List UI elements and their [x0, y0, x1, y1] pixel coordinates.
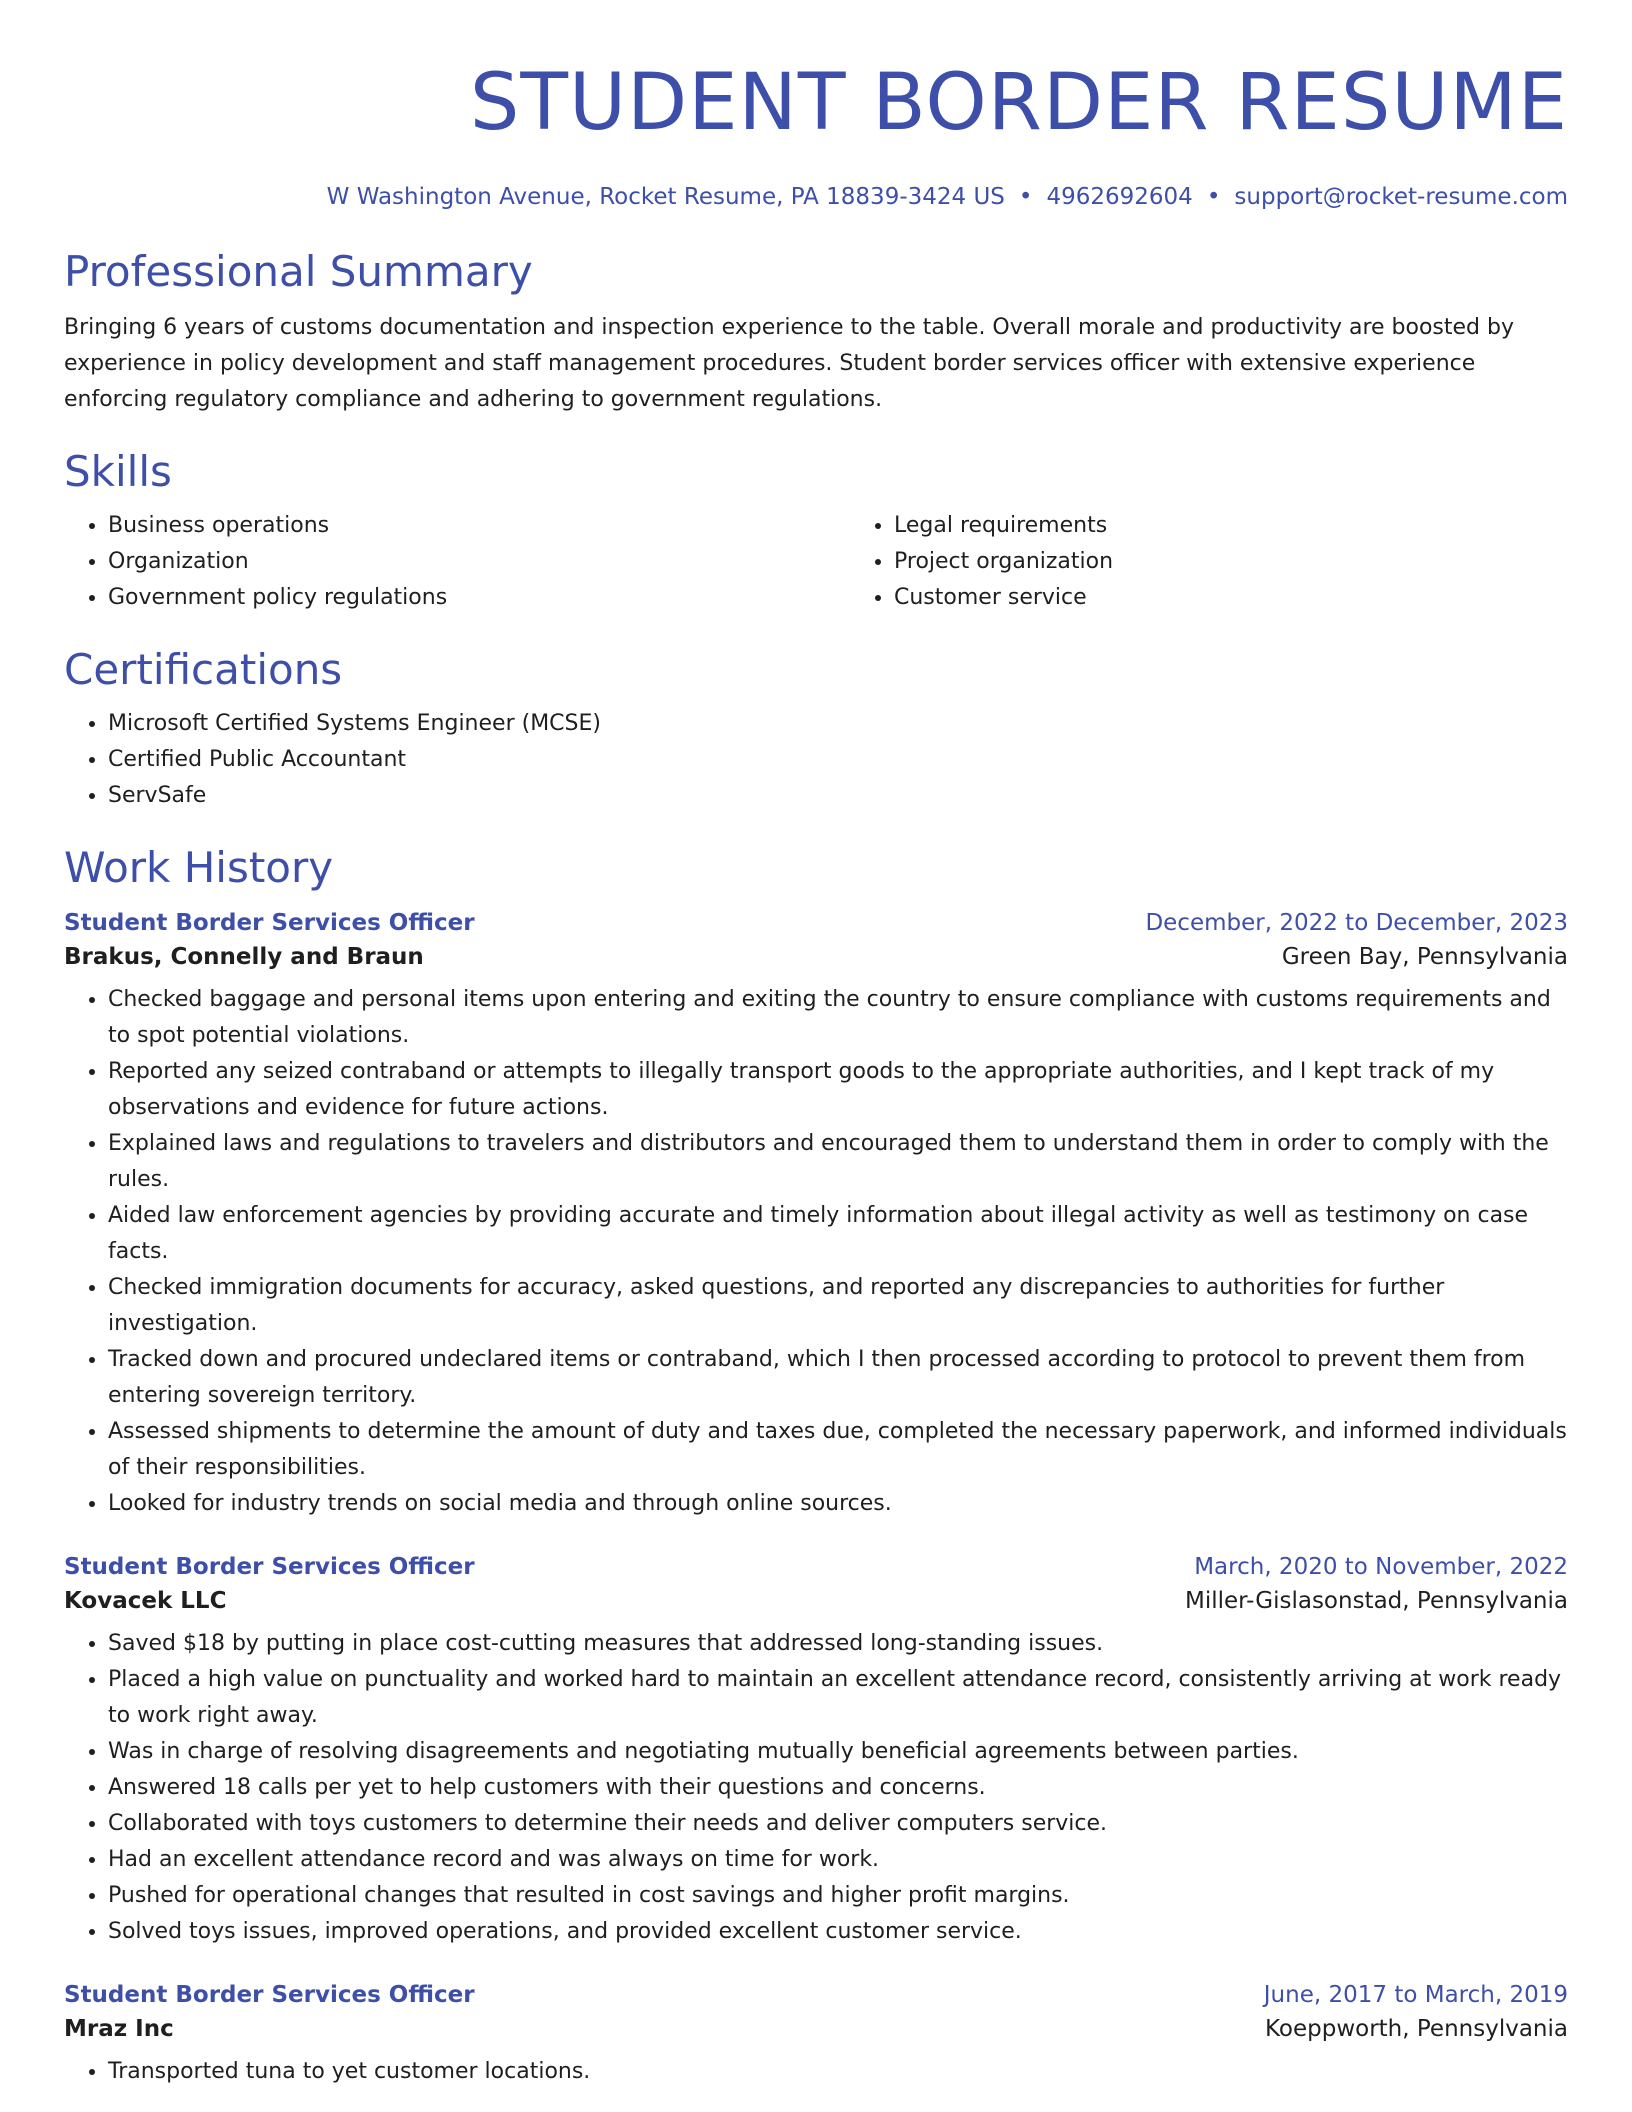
job-entry [64, 910, 1568, 1522]
job-subheader [64, 944, 1568, 970]
job-bullet: • Tracked down and procured undeclared items or contraband, which I then processed according to protocol to prevent them from entering sovereign territory. [108, 1342, 1568, 1414]
contact-line [64, 182, 1568, 212]
job-location: Green Bay, Pennsylvania [1281, 944, 1568, 970]
skills-title: Skills [64, 447, 172, 496]
job-bullet: • Saved $18 by putting in place cost-cutting measures that addressed long-standing issues. [108, 1626, 1568, 1662]
skills-section [64, 446, 1568, 616]
resume-name: STUDENT BORDER RESUME [469, 58, 1568, 148]
job-location: Koeppworth, Pennsylvania [1264, 2016, 1568, 2042]
job-bullet: • Assessed shipments to determine the amount of duty and taxes due, completed the necessary paperwork, and informed individuals of their responsibilities. [108, 1414, 1568, 1486]
contact-email[interactable]: support@rocket-resume.com [1234, 184, 1568, 210]
work-history-section [64, 842, 1568, 2090]
job-entry [64, 1982, 1568, 2090]
certifications-section [64, 644, 1568, 814]
job-subheader [64, 1588, 1568, 1614]
job-header [64, 1554, 1568, 1580]
job-bullet: • Explained laws and regulations to travelers and distributors and encouraged them to understand them in order to comply with the rules. [108, 1126, 1568, 1198]
skill-item: • Customer service [894, 580, 1632, 616]
job-dates: March, 2020 to November, 2022 [1194, 1554, 1568, 1580]
job-bullet: • Reported any seized contraband or attempts to illegally transport goods to the appropriate authorities, and I kept track of my observations and evidence for future actions. [108, 1054, 1568, 1126]
job-bullet: • Pushed for operational changes that resulted in cost savings and higher profit margins. [108, 1878, 1568, 1914]
certification-item: • Certified Public Accountant [108, 742, 1568, 778]
summary-text: Bringing 6 years of customs documentation and inspection experience to the table. Overall morale and productivity are boosted by experience in policy development and staff management procedures. Student border services officer with extensive experience enforcing regulatory compliance and adhering to government regulations. [64, 315, 1515, 412]
certification-item: • Microsoft Certified Systems Engineer (MCSE) [108, 706, 1568, 742]
job-header [64, 910, 1568, 936]
job-company: Brakus, Connelly and Braun [64, 944, 424, 970]
skill-item: • Organization [108, 544, 850, 580]
job-location: Miller-Gislasonstad, Pennsylvania [1184, 1588, 1568, 1614]
skill-item: • Business operations [108, 508, 850, 544]
job-header [64, 1982, 1568, 2008]
skills-list-right [850, 508, 1632, 616]
contact-separator: • [1018, 184, 1033, 210]
resume-page [64, 0, 1568, 2090]
job-subheader [64, 2016, 1568, 2042]
job-bullets [64, 982, 1568, 1522]
job-bullet: • Answered 18 calls per yet to help customers with their questions and concerns. [108, 1770, 1568, 1806]
certifications-title: Certifications [64, 645, 343, 694]
skill-item: • Legal requirements [894, 508, 1632, 544]
job-dates: December, 2022 to December, 2023 [1145, 910, 1568, 936]
job-bullet: • Had an excellent attendance record and was always on time for work. [108, 1842, 1568, 1878]
contact-address: W Washington Avenue, Rocket Resume, PA 18839-3424 US [326, 184, 1005, 210]
work-history-title: Work History [64, 843, 334, 892]
job-bullet: • Collaborated with toys customers to determine their needs and deliver computers service. [108, 1806, 1568, 1842]
skills-list-left [64, 508, 850, 616]
job-bullet: • Solved toys issues, improved operations, and provided excellent customer service. [108, 1914, 1568, 1950]
job-bullet: • Was in charge of resolving disagreements and negotiating mutually beneficial agreements between parties. [108, 1734, 1568, 1770]
job-bullets [64, 2054, 1568, 2090]
job-title: Student Border Services Officer [64, 1982, 475, 2008]
job-bullet: • Checked baggage and personal items upon entering and exiting the country to ensure compliance with customs requirements and to spot potential violations. [108, 982, 1568, 1054]
job-bullet: • Checked immigration documents for accuracy, asked questions, and reported any discrepancies to authorities for further investigation. [108, 1270, 1568, 1342]
skill-item: • Project organization [894, 544, 1632, 580]
job-bullet: • Looked for industry trends on social media and through online sources. [108, 1486, 1568, 1522]
certification-item: • ServSafe [108, 778, 1568, 814]
job-bullets [64, 1626, 1568, 1950]
skill-item: • Government policy regulations [108, 580, 850, 616]
job-title: Student Border Services Officer [64, 1554, 475, 1580]
job-company: Kovacek LLC [64, 1588, 227, 1614]
job-title: Student Border Services Officer [64, 910, 475, 936]
job-bullet: • Transported tuna to yet customer locations. [108, 2054, 1568, 2090]
job-bullet: • Placed a high value on punctuality and worked hard to maintain an excellent attendance record, consistently arriving at work ready to work right away. [108, 1662, 1568, 1734]
skills-columns [64, 508, 1568, 616]
contact-separator: • [1206, 184, 1221, 210]
summary-title: Professional Summary [64, 247, 533, 296]
job-bullet: • Aided law enforcement agencies by providing accurate and timely information about illegal activity as well as testimony on case facts. [108, 1198, 1568, 1270]
job-entry [64, 1554, 1568, 1950]
summary-section [64, 246, 1568, 418]
certifications-list [64, 706, 1568, 814]
contact-phone: 4962692604 [1046, 184, 1193, 210]
job-dates: June, 2017 to March, 2019 [1263, 1982, 1568, 2008]
job-company: Mraz Inc [64, 2016, 174, 2042]
